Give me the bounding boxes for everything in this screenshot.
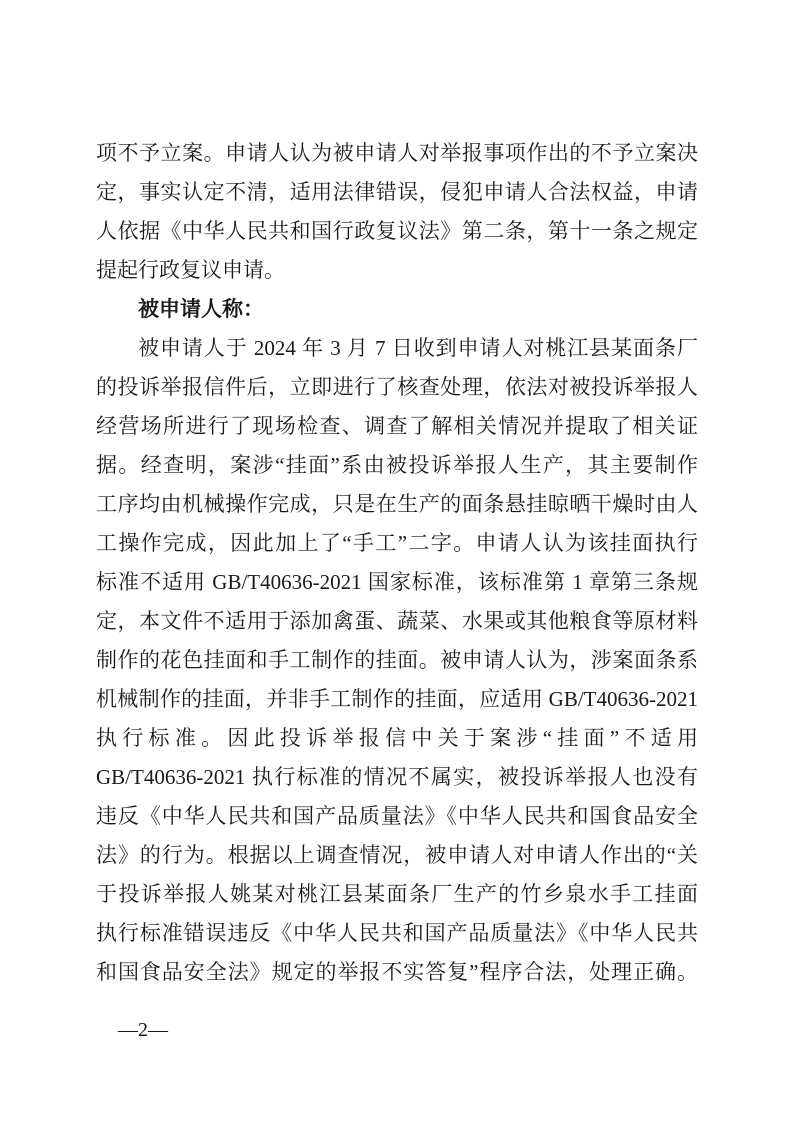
text-line: 机械制作的挂面，并非手工制作的挂面，应适用 GB/T40636-2021 xyxy=(96,687,698,711)
page-number: —2— xyxy=(118,1019,168,1041)
text-line: 工操作完成，因此加上了“手工”二字。申请人认为该挂面执行 xyxy=(96,531,698,555)
document-body xyxy=(96,134,698,992)
text-line: 标准不适用 GB/T40636-2021 国家标准，该标准第 1 章第三条规 xyxy=(96,570,698,594)
text-line: 项不予立案。申请人认为被申请人对举报事项作出的不予立案决 xyxy=(96,141,698,165)
text-line: 执行标准错误违反《中华人民共和国产品质量法》《中华人民共 xyxy=(96,921,698,945)
text-line: 被申请人于 2024 年 3 月 7 日收到申请人对桃江县某面条厂 xyxy=(138,336,698,360)
text-line: 制作的花色挂面和手工制作的挂面。被申请人认为，涉案面条系 xyxy=(96,648,698,672)
text-line: 于投诉举报人姚某对桃江县某面条厂生产的竹乡泉水手工挂面 xyxy=(96,882,698,906)
text-line: 定，事实认定不清，适用法律错误，侵犯申请人合法权益，申请 xyxy=(96,180,698,204)
text-line: 和国食品安全法》规定的举报不实答复”程序合法，处理正确。 xyxy=(96,960,698,984)
text-line: 工序均由机械操作完成，只是在生产的面条悬挂晾晒干燥时由人 xyxy=(96,492,698,516)
text-line: 据。经查明，案涉“挂面”系由被投诉举报人生产，其主要制作 xyxy=(96,453,698,477)
text-line: 执行标准。因此投诉举报信中关于案涉“挂面”不适用 xyxy=(96,726,698,750)
text-line: GB/T40636-2021 执行标准的情况不属实，被投诉举报人也没有 xyxy=(96,765,698,789)
text-line: 经营场所进行了现场检查、调查了解相关情况并提取了相关证 xyxy=(96,414,698,438)
text-line: 人依据《中华人民共和国行政复议法》第二条，第十一条之规定 xyxy=(96,219,698,243)
text-line: 定，本文件不适用于添加禽蛋、蔬菜、水果或其他粮食等原材料 xyxy=(96,609,698,633)
text-line: 的投诉举报信件后，立即进行了核查处理，依法对被投诉举报人 xyxy=(96,375,698,399)
text-line: 法》的行为。根据以上调查情况，被申请人对申请人作出的“关 xyxy=(96,843,698,867)
paragraph-applicant-claim xyxy=(96,134,698,290)
paragraph-respondent-statement xyxy=(96,329,698,992)
text-line: 提起行政复议申请。 xyxy=(96,258,285,282)
text-line: 违反《中华人民共和国产品质量法》《中华人民共和国食品安全 xyxy=(96,804,698,828)
section-heading: 被申请人称： xyxy=(138,297,264,321)
